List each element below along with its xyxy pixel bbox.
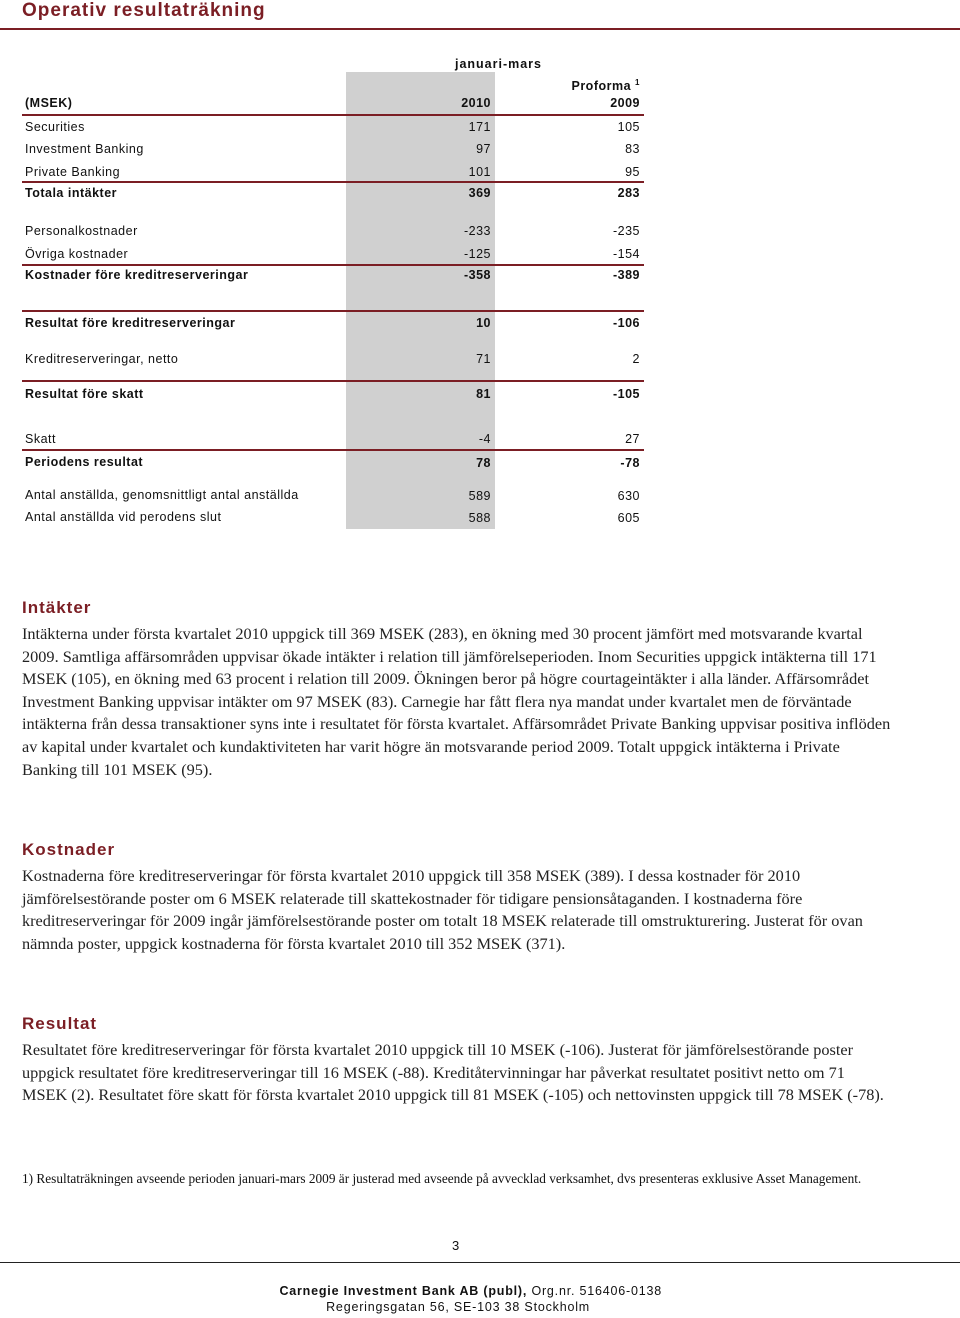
row-label: Private Banking [25, 165, 121, 179]
footer-address: Regeringsgatan 56, SE-103 38 Stockholm [326, 1300, 590, 1314]
row-label: Kostnader före kreditreserveringar [25, 268, 249, 282]
row-value-2010: 71 [476, 352, 491, 366]
row-value-2009: -154 [612, 247, 640, 261]
row-value-2010: -233 [463, 224, 491, 238]
row-value-2010: 589 [468, 489, 491, 503]
row-value-2009: 27 [625, 432, 640, 446]
row-value-2009: 95 [625, 165, 640, 179]
footer-divider [0, 1262, 960, 1263]
section-heading-intakter: Intäkter [22, 598, 92, 617]
row-label: Kreditreserveringar, netto [25, 352, 179, 366]
page-title: Operativ resultaträkning [22, 0, 266, 21]
section-text-kostnader: Kostnaderna före kreditreserveringar för första kvartalet 2010 uppgick till 358 MSEK (389). I dessa kostnader för 2010 jämförelsestörande poster om 6 MSEK relaterade till skattekostnader för tidigare pensionsåtaganden. I kostnaderna före kreditreserveringar för 2009 ingår jämförelsestörande poster om totalt 18 MSEK relaterade till omstrukturering. Justerat för ovan nämnda poster, uppgick kostnaderna för första kvartalet 2010 till 352 MSEK (371). [22, 866, 863, 953]
row-label: Övriga kostnader [25, 247, 129, 261]
row-value-2009: 283 [617, 186, 640, 200]
row-value-2009: 605 [617, 511, 640, 525]
row-value-2010: 10 [476, 316, 491, 330]
total-rule [22, 264, 644, 266]
row-label: Resultat före kreditreserveringar [25, 316, 236, 330]
period-header: januari-mars [454, 57, 542, 71]
title-divider [0, 28, 960, 30]
row-value-2010: -125 [463, 247, 491, 261]
row-value-2010: 97 [476, 142, 491, 156]
row-value-2009: -389 [612, 268, 640, 282]
col-2009-header: 2009 [610, 96, 640, 110]
row-value-2009: 2 [632, 352, 640, 366]
row-value-2010: 588 [468, 511, 491, 525]
row-label: Securities [25, 120, 85, 134]
row-value-2010: -4 [478, 432, 491, 446]
total-rule [22, 449, 644, 451]
row-label: Antal anställda, genomsnittligt antal anställda [25, 488, 299, 502]
section-rule [22, 310, 644, 312]
row-value-2009: 630 [617, 489, 640, 503]
footer-company [0, 1284, 960, 1298]
row-value-2009: -105 [612, 387, 640, 401]
row-label: Personalkostnader [25, 224, 138, 238]
section-heading-resultat: Resultat [22, 1014, 98, 1033]
row-value-2010: 81 [476, 387, 491, 401]
row-value-2009: -235 [612, 224, 640, 238]
row-label: Periodens resultat [25, 455, 144, 469]
row-label: Skatt [25, 432, 56, 446]
row-value-2010: -358 [463, 268, 491, 282]
row-value-2010: 101 [468, 165, 491, 179]
section-text-intakter: Intäkterna under första kvartalet 2010 uppgick till 369 MSEK (283), en ökning med 30 procent jämfört med motsvarande kvartal 2009. Samtliga affärsområden uppvisar ökade intäkter i relation till jämförelseperioden. Inom Securities uppgick intäkterna till 171 MSEK (105), en ökning med 63 procent i relation till 2009. Ökningen beror på högre courtageintäkter i alla länder. Affärsområdet Investment Banking uppvisar intäkter om 97 MSEK (83). Carnegie har fått flera nya mandat under kvartalet men de förväntade intäkterna från dessa transaktioner syns inte i resultatet för första kvartalet. Affärsområdet Private Banking uppvisar positiva inflöden av kapital under kvartalet och kundaktiviteten har varit högre än motsvarande period 2009. Totalt uppgick intäkterna i Private Banking till 101 MSEK (95). [22, 624, 891, 779]
row-value-2010: 78 [476, 456, 491, 470]
org-number: Org.nr. 516406-0138 [531, 1284, 662, 1298]
total-rule [22, 181, 644, 183]
row-value-2010: 369 [468, 186, 491, 200]
row-label: Totala intäkter [25, 186, 118, 200]
row-label: Investment Banking [25, 142, 144, 156]
row-value-2009: 83 [625, 142, 640, 156]
page-number: 3 [452, 1238, 460, 1253]
total-rule [22, 380, 644, 382]
section-text-resultat: Resultatet före kreditreserveringar för första kvartalet 2010 uppgick till 10 MSEK (-106). Justerat för jämförelsestörande poster uppgick resultatet före kreditreserveringar till 16 MSEK (-88). Kreditåtervinningar har påverkat resultatet positivt netto om 71 MSEK (2). Resultatet före skatt för första kvartalet 2010 uppgick till 81 MSEK (-105) och nettovinsten uppgick till 78 MSEK (-78). [22, 1040, 884, 1105]
header-rule [22, 114, 644, 116]
row-value-2009: -106 [612, 316, 640, 330]
proforma-header: Proforma $^1$ [571, 78, 640, 94]
col-2010-header: 2010 [461, 96, 491, 110]
row-value-2009: -78 [620, 456, 640, 470]
footnote: 1) Resultaträkningen avseende perioden januari-mars 2009 är justerad med avseende på avvecklad verksamhet, dvs presenteras exklusive Asset Management. [22, 1171, 862, 1186]
company-name: Carnegie Investment Bank AB (publ), [279, 1284, 528, 1298]
row-value-2009: 105 [617, 120, 640, 134]
row-label: Antal anställda vid perodens slut [25, 510, 222, 524]
section-heading-kostnader: Kostnader [22, 840, 116, 859]
unit-label: (MSEK) [25, 96, 73, 110]
row-value-2010: 171 [468, 120, 491, 134]
row-label: Resultat före skatt [25, 387, 144, 401]
